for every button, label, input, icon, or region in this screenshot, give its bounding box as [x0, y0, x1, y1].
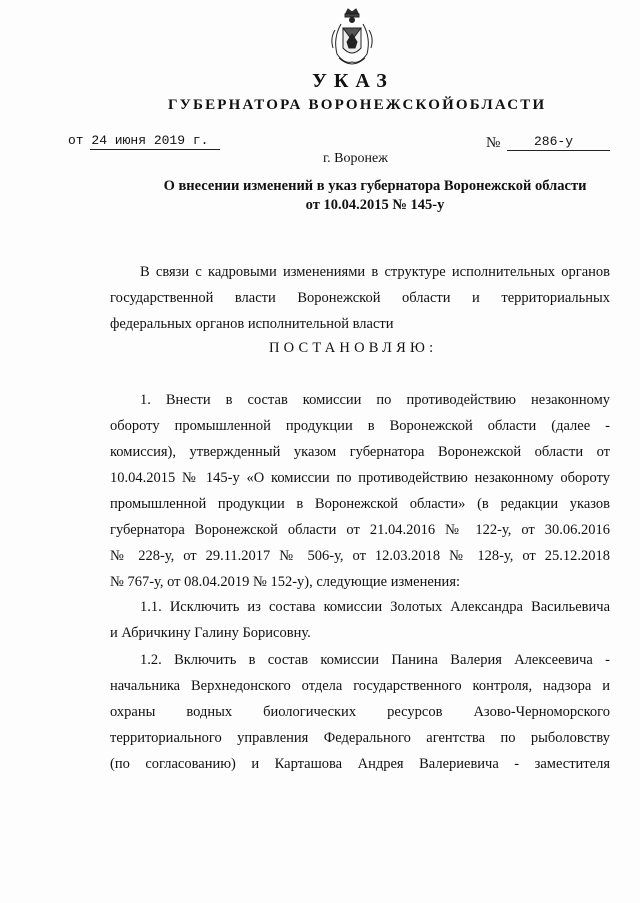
- text-line: комиссия), утвержденный указом губернатора Воронежской области от: [110, 444, 610, 460]
- text-line: № 767-у, от 08.04.2019 № 152-у), следующие изменения:: [110, 574, 461, 590]
- text-line: 10.04.2015 № 145-у «О комиссии по противодействию незаконному обороту: [110, 470, 610, 486]
- text-line: 1. Внести в состав комиссии по противодействию незаконному: [140, 392, 610, 408]
- item-1-1-paragraph: [110, 594, 610, 646]
- resolve-heading: ПОСТАНОВЛЯЮ:: [269, 340, 438, 356]
- item-1-paragraph: [110, 387, 610, 595]
- text-line: государственной власти Воронежской области и территориальных: [110, 290, 610, 306]
- item-1-2-paragraph: [110, 647, 610, 777]
- text-line: В связи с кадровыми изменениями в структуре исполнительных органов: [140, 264, 610, 280]
- document-number: 286-у: [534, 134, 574, 149]
- text-line: территориального управления Федерального агентства по рыболовству: [110, 730, 610, 746]
- document-date: от 24 июня 2019 г.: [68, 133, 209, 148]
- text-line: губернатора Воронежской области от 21.04.2016 № 122-у, от 30.06.2016: [110, 522, 610, 538]
- text-line: охраны водных биологических ресурсов Азово-Черноморского: [110, 704, 610, 720]
- document-subtitle: ГУБЕРНАТОРА ВОРОНЕЖСКОЙОБЛАСТИ: [168, 97, 547, 113]
- voronezh-coat-of-arms-icon: [329, 8, 375, 72]
- text-line: 1.2. Включить в состав комиссии Панина Валерия Алексеевича -: [140, 652, 610, 668]
- subject-line: О внесении изменений в указ губернатора Воронежской области: [163, 178, 587, 194]
- date-underline: [90, 149, 220, 150]
- subject-heading: [100, 177, 640, 215]
- number-sign: №: [486, 135, 501, 151]
- text-line: и Абричкину Галину Борисовну.: [110, 625, 311, 641]
- text-line: федеральных органов исполнительной власти: [110, 316, 394, 332]
- text-line: № 228-у, от 29.11.2017 № 506-у, от 12.03.2018 № 128-у, от 25.12.2018: [110, 548, 610, 564]
- subject-line: от 10.04.2015 № 145-у: [305, 197, 445, 213]
- text-line: промышленной продукции в Воронежской области» (в редакции указов: [110, 496, 610, 512]
- text-line: (по согласованию) и Карташова Андрея Валериевича - заместителя: [110, 756, 610, 772]
- city-label: г. Воронеж: [323, 151, 388, 166]
- text-line: обороту промышленной продукции в Воронежской области (далее -: [110, 418, 610, 434]
- number-underline: [507, 150, 610, 151]
- text-line: 1.1. Исключить из состава комиссии Золотых Александра Васильевича: [140, 599, 610, 615]
- preamble-paragraph: [110, 259, 610, 337]
- text-line: начальника Верхнедонского отдела государственного контроля, надзора и: [110, 678, 610, 694]
- document-title: УКАЗ: [312, 70, 394, 92]
